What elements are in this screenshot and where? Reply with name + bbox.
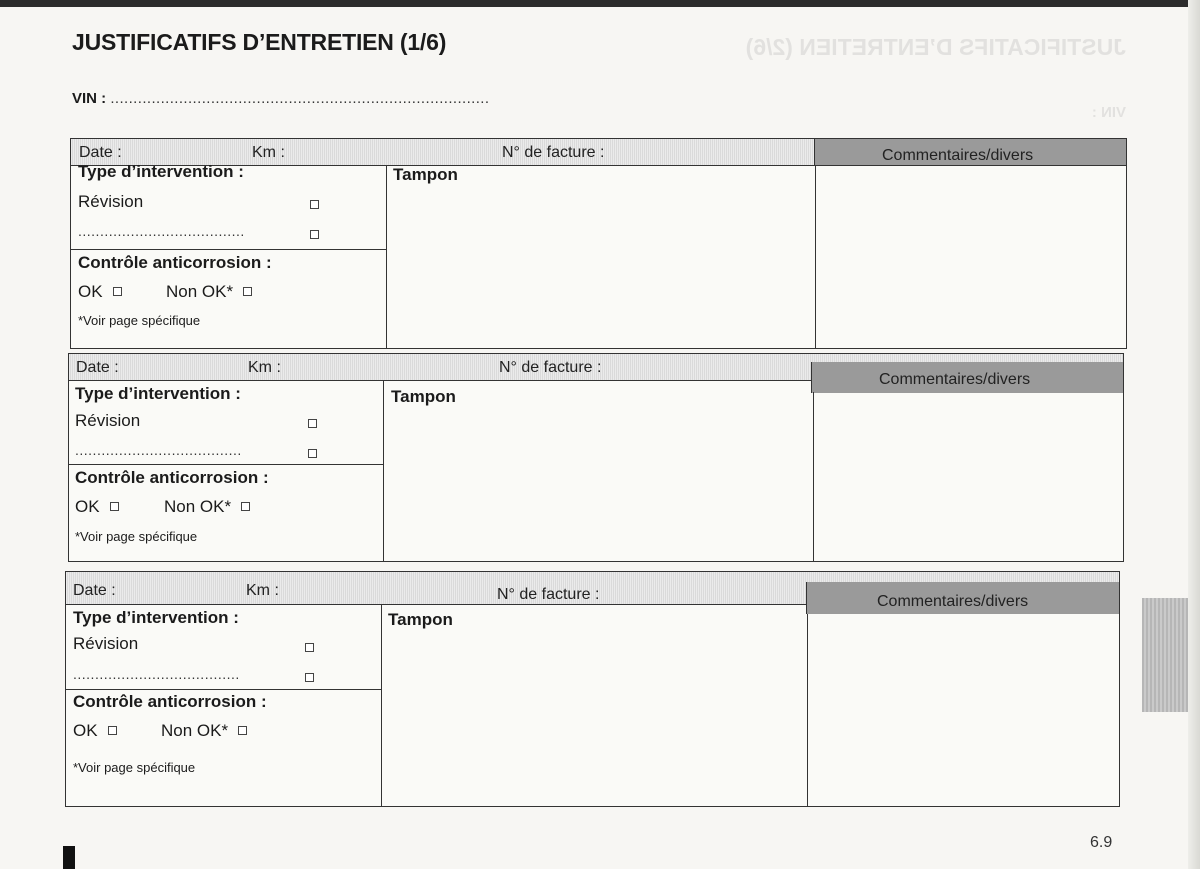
comments-header: [806, 582, 1119, 614]
intervention-type-label: Type d’intervention :: [73, 608, 239, 627]
ok-checkbox[interactable]: [110, 502, 119, 511]
other-intervention-field[interactable]: ......................................: [78, 223, 245, 239]
maintenance-record-2: [68, 353, 1124, 562]
non-ok-option: [161, 721, 247, 741]
ghost-title: JUSTIFICATIFS D’ENTRETIEN (2/6): [745, 34, 1126, 60]
non-ok-option: [164, 497, 250, 517]
non-ok-label: Non OK*: [161, 721, 229, 740]
row-divider: [69, 464, 383, 465]
ok-label: OK: [73, 721, 98, 740]
other-intervention-checkbox[interactable]: [308, 449, 317, 458]
see-specific-page-note: *Voir page spécifique: [78, 313, 201, 328]
km-label: Km :: [248, 359, 281, 376]
non-ok-option: [166, 282, 252, 302]
comments-header: [811, 362, 1123, 393]
revision-label: Révision: [75, 411, 141, 430]
vin-field[interactable]: ...................................................................................: [110, 90, 490, 107]
revision-checkbox[interactable]: [310, 200, 319, 209]
other-intervention-checkbox[interactable]: [305, 673, 314, 682]
date-label: Date :: [73, 582, 116, 599]
other-intervention-field[interactable]: ......................................: [73, 666, 240, 682]
invoice-number-label: N° de facture :: [497, 586, 600, 603]
record-header-bar: [69, 354, 1123, 388]
comments-label: Commentaires/divers: [877, 593, 1029, 610]
invoice-number-label: N° de facture :: [502, 144, 605, 161]
comments-label: Commentaires/divers: [882, 147, 1034, 164]
column-divider: [815, 165, 816, 349]
maintenance-record-3: [65, 571, 1120, 807]
vin-line: [72, 90, 489, 107]
ok-option: [78, 282, 122, 302]
non-ok-checkbox[interactable]: [243, 287, 252, 296]
non-ok-label: Non OK*: [164, 497, 232, 516]
other-intervention-field[interactable]: ......................................: [75, 442, 242, 458]
record-header-bar: [66, 572, 1119, 610]
maintenance-record-1: [70, 138, 1127, 349]
column-divider: [383, 380, 384, 562]
row-divider: [71, 249, 386, 250]
ok-option: [73, 721, 117, 741]
revision-checkbox[interactable]: [308, 419, 317, 428]
intervention-type-label: Type d’intervention :: [78, 162, 244, 181]
see-specific-page-note: *Voir page spécifique: [75, 529, 198, 544]
km-label: Km :: [246, 582, 279, 599]
column-divider: [386, 165, 387, 349]
anticorrosion-label: Contrôle anticorrosion :: [75, 468, 269, 487]
comments-label: Commentaires/divers: [879, 371, 1031, 388]
ok-checkbox[interactable]: [113, 287, 122, 296]
ok-option: [75, 497, 119, 517]
km-label: Km :: [252, 144, 285, 161]
ok-label: OK: [78, 282, 103, 301]
intervention-type-label: Type d’intervention :: [75, 384, 241, 403]
page-edge: [1188, 0, 1200, 869]
non-ok-checkbox[interactable]: [241, 502, 250, 511]
anticorrosion-label: Contrôle anticorrosion :: [73, 692, 267, 711]
date-label: Date :: [79, 144, 122, 161]
stamp-label: Tampon: [391, 387, 456, 406]
top-band: [0, 0, 1200, 7]
non-ok-label: Non OK*: [166, 282, 234, 301]
see-specific-page-note: *Voir page spécifique: [73, 760, 196, 775]
ok-checkbox[interactable]: [108, 726, 117, 735]
invoice-number-label: N° de facture :: [499, 359, 602, 376]
page-number: 6.9: [1090, 834, 1113, 851]
non-ok-checkbox[interactable]: [238, 726, 247, 735]
anticorrosion-label: Contrôle anticorrosion :: [78, 253, 272, 272]
vin-label: VIN :: [72, 90, 107, 107]
revision-checkbox[interactable]: [305, 643, 314, 652]
ok-label: OK: [75, 497, 100, 516]
date-label: Date :: [76, 359, 119, 376]
other-intervention-checkbox[interactable]: [310, 230, 319, 239]
chapter-tab: [1142, 598, 1192, 712]
revision-label: Révision: [78, 192, 144, 211]
ghost-vin: VIN :: [1091, 104, 1126, 121]
stamp-label: Tampon: [393, 165, 458, 184]
column-divider: [807, 614, 808, 807]
column-divider: [813, 392, 814, 562]
comments-header: [814, 139, 1126, 165]
page-title: JUSTIFICATIFS D’ENTRETIEN (1/6): [72, 29, 447, 55]
stamp-label: Tampon: [388, 610, 453, 629]
revision-label: Révision: [73, 634, 139, 653]
row-divider: [66, 689, 381, 690]
margin-marker: [63, 846, 75, 869]
column-divider: [381, 604, 382, 807]
